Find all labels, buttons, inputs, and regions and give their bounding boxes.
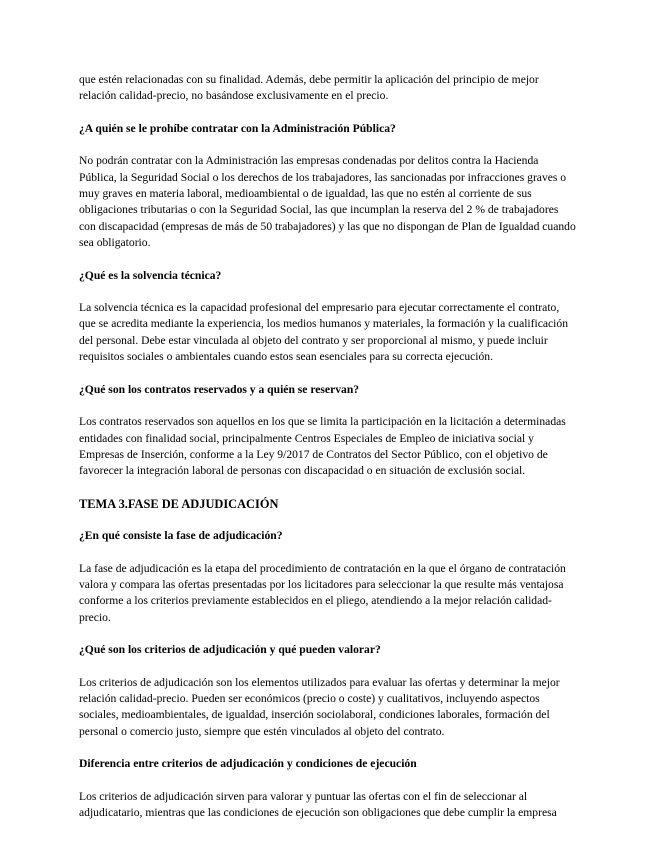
question-heading-reserved-contracts: ¿Qué son los contratos reservados y a quién se reservan? [79, 382, 360, 396]
paragraph-technical-solvency: La solvencia técnica es la capacidad profesional del empresario para ejecutar correctamente el contrato, que se acredita mediante la experiencia, los medios humanos y materiales, la formación y la cualificación del personal. Debe estar vinculada al objeto del contrato y ser proporcional al mismo, y puede incluir requisitos sociales o ambientales cuando estos sean esenciales para su correcta ejecución. [79, 301, 568, 364]
section-title-tema-3: TEMA 3.FASE DE ADJUDICACIÓN [79, 496, 279, 511]
question-heading-award-criteria: ¿Qué son los criterios de adjudicación y qué pueden valorar? [79, 643, 381, 657]
question-heading-technical-solvency: ¿Qué es la solvencia técnica? [79, 268, 222, 282]
paragraph-prohibitions: No podrán contratar con la Administración las empresas condenadas por delitos contra la Hacienda Pública, la Seguridad Social o los derechos de los trabajadores, las sancionadas por infracciones graves o muy graves en materia laboral, medioambiental o de igualdad, las que no estén al corriente de sus obligaciones tributarias o con la Seguridad Social, las que incumplan la reserva del 2 % de trabajadores con discapacidad (empresas de más de 50 trabajadores) y las que no dispongan de Plan de Igualdad cuando sea obligatorio. [79, 154, 576, 250]
question-heading-prohibitions: ¿A quién se le prohíbe contratar con la Administración Pública? [79, 121, 396, 135]
paragraph-reserved-contracts: Los contratos reservados son aquellos en los que se limita la participación en la licitación a determinadas entidades con finalidad social, principalmente Centros Especiales de Empleo de iniciativa social y Empresas de Inserción, conforme a la Ley 9/2017 de Contratos del Sector Público, con el objetivo de favorecer la integración laboral de personas con discapacidad o en situación de exclusión social. [79, 415, 566, 478]
paragraph-award-criteria: Los criterios de adjudicación son los elementos utilizados para evaluar las ofertas y determinar la mejor relación calidad-precio. Pueden ser económicos (precio o coste) y cualitativos, incluyendo aspectos sociales, medioambientales, de igualdad, inserción sociolaboral, condiciones laborales, formación del personal o comercio justo, siempre que estén vinculados al objeto del contrato. [79, 675, 560, 738]
question-heading-criteria-vs-conditions: Diferencia entre criterios de adjudicación y condiciones de ejecución [79, 757, 417, 771]
paragraph-award-phase: La fase de adjudicación es la etapa del procedimiento de contratación en la que el órgano de contratación valora y compara las ofertas presentadas por los licitadores para seleccionar la que resulte más ventajosa conforme a los criterios previamente establecidos en el pliego, atendiendo a la mejor relación calidad-precio. [79, 561, 566, 624]
question-heading-award-phase: ¿En qué consiste la fase de adjudicación? [79, 529, 283, 543]
paragraph-criteria-vs-conditions: Los criterios de adjudicación sirven para valorar y puntuar las ofertas con el fin de seleccionar al adjudicatario, mientras que las condiciones de ejecución son obligaciones que debe cumplir la empresa [79, 789, 557, 819]
paragraph-intro-continuation: que estén relacionadas con su finalidad. Además, debe permitir la aplicación del principio de mejor relación calidad-precio, no basándose exclusivamente en el precio. [79, 73, 539, 103]
